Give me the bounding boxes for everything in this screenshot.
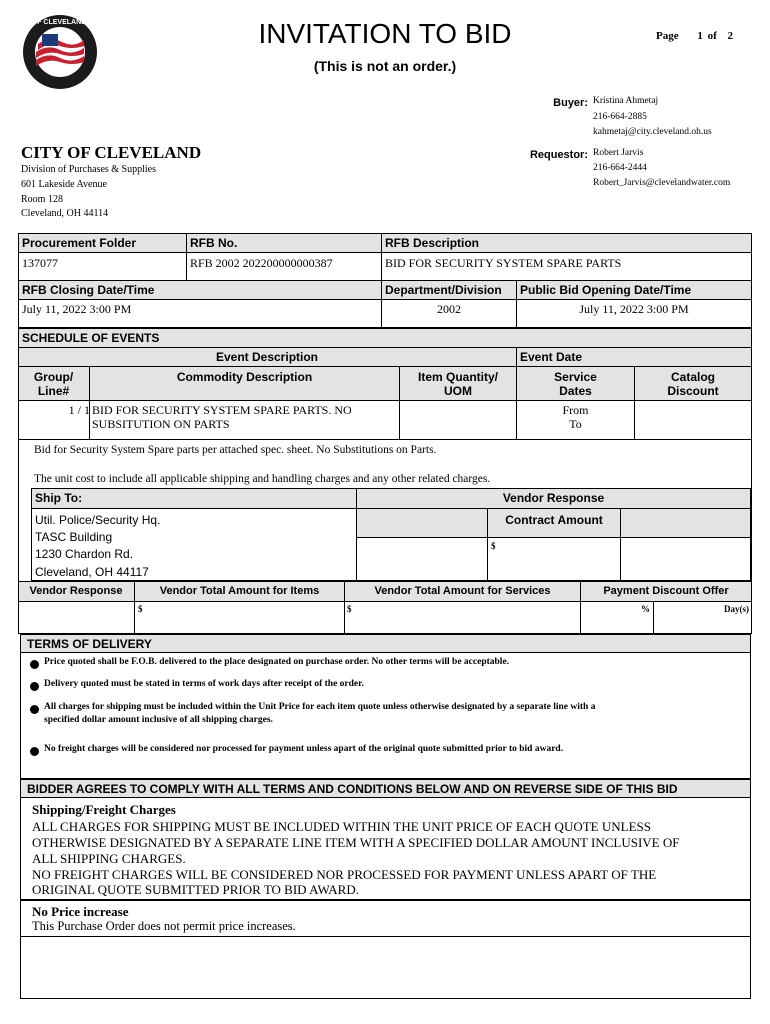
bid-note-2: The unit cost to include all applicable shipping and handling charges and any other related charges. — [34, 473, 491, 485]
services-total-input[interactable] — [345, 602, 580, 633]
org-city: Cleveland, OH 44114 — [21, 208, 109, 219]
days-label: Day(s) — [724, 604, 749, 614]
discount-percent-input[interactable] — [581, 602, 653, 633]
bullet-icon — [30, 747, 39, 756]
page-number: 1 — [697, 30, 703, 42]
event-date-label: Event Date — [520, 350, 583, 364]
page-title: INVITATION TO BID — [258, 18, 512, 49]
rfb-closing-value: July 11, 2022 3:00 PM — [22, 302, 132, 316]
line-description: BID FOR SECURITY SYSTEM SPARE PARTS. NO SUBSITUTION ON PARTS — [92, 403, 352, 431]
department-value: 2002 — [437, 302, 461, 316]
bid-note-1: Bid for Security System Spare parts per attached spec. sheet. No Substitutions on Parts. — [34, 444, 437, 456]
shipping-title: Shipping/Freight Charges — [32, 802, 176, 817]
shipping-line-3: ALL SHIPPING CHARGES. — [32, 851, 186, 866]
discount-days-input[interactable] — [654, 602, 751, 633]
rfb-number-value: RFB 2002 202200000000387 — [190, 256, 333, 270]
ship-to-label: Ship To: — [35, 491, 83, 505]
org-division: Division of Purchases & Supplies — [21, 164, 156, 175]
ship-to-line-4: Cleveland, OH 44117 — [35, 565, 149, 579]
bid-opening-label: Public Bid Opening Date/Time — [520, 283, 692, 297]
service-to: To — [569, 417, 582, 431]
city-seal-logo — [13, 14, 107, 90]
price-title: No Price increase — [32, 904, 129, 919]
dollar-sign: $ — [491, 541, 496, 551]
rfb-description-label: RFB Description — [385, 236, 480, 250]
org-room: Room 128 — [21, 194, 63, 205]
shipping-line-5: ORIGINAL QUOTE SUBMITTED PRIOR TO BID AWARD. — [32, 882, 359, 897]
buyer-name: Kristina Ahmetaj — [593, 96, 659, 106]
bullet-icon — [30, 682, 39, 691]
ship-to-line-1: Util. Police/Security Hq. — [35, 513, 161, 527]
terms-heading: TERMS OF DELIVERY — [27, 637, 152, 651]
page-total: 2 — [727, 30, 734, 42]
items-dollar-sign: $ — [138, 604, 143, 614]
procurement-folder-label: Procurement Folder — [22, 236, 137, 250]
requestor-name: Robert Jarvis — [593, 148, 644, 158]
items-total-label: Vendor Total Amount for Items — [159, 585, 320, 597]
contract-amount-input[interactable] — [488, 538, 620, 580]
services-dollar-sign: $ — [347, 604, 352, 614]
vendor-response-input[interactable] — [19, 602, 134, 633]
rfb-number-label: RFB No. — [190, 236, 238, 250]
department-label: Department/Division — [385, 283, 502, 297]
requestor-label: Requestor: — [529, 149, 588, 161]
requestor-email[interactable]: Robert_Jarvis@clevelandwater.com — [593, 178, 731, 188]
page-counter — [656, 30, 733, 42]
schedule-heading: SCHEDULE OF EVENTS — [22, 331, 160, 345]
rfb-closing-label: RFB Closing Date/Time — [22, 283, 155, 297]
price-line: This Purchase Order does not permit price increases. — [32, 919, 296, 933]
catalog-discount-label: Catalog Discount — [667, 370, 719, 398]
shipping-line-4: NO FREIGHT CHARGES WILL BE CONSIDERED NOR PROCESSED FOR PAYMENT UNLESS APART OF THE — [32, 867, 657, 882]
svg-text:CITY OF CLEVELAND OHIO: CITY OF CLEVELAND OHIO — [13, 19, 107, 26]
ship-to-line-2: TASC Building — [35, 530, 113, 544]
requestor-phone: 216-664-2444 — [593, 163, 647, 173]
org-street: 601 Lakeside Avenue — [21, 179, 107, 190]
group-line-label: Group/ Line# — [33, 370, 74, 398]
seal-icon — [13, 14, 107, 90]
bullet-icon — [30, 660, 39, 669]
service-dates-label: Service Dates — [554, 370, 597, 398]
items-total-input[interactable] — [135, 602, 344, 633]
buyer-email[interactable]: kahmetaj@city.cleveland.oh.us — [593, 127, 712, 137]
totals-vendor-response-label: Vendor Response — [29, 585, 123, 597]
bullet-icon — [30, 705, 39, 714]
event-description-label: Event Description — [215, 350, 319, 364]
shipping-line-2: OTHERWISE DESIGNATED BY A SEPARATE LINE ITEM WITH A SPECIFIED DOLLAR AMOUNT INCLUSIVE OF — [32, 835, 680, 850]
commodity-description-label: Commodity Description — [176, 370, 313, 384]
agreement-heading: BIDDER AGREES TO COMPLY WITH ALL TERMS AND CONDITIONS BELOW AND ON REVERSE SIDE OF THIS BID — [27, 782, 678, 796]
contract-amount-label: Contract Amount — [505, 513, 603, 527]
price-box — [20, 900, 751, 999]
ship-to-line-3: 1230 Chardon Rd. — [35, 547, 134, 561]
bid-opening-value: July 11, 2022 3:00 PM — [579, 302, 689, 316]
payment-discount-label: Payment Discount Offer — [603, 585, 729, 597]
service-from: From — [562, 403, 589, 417]
page-label: Page — [656, 30, 679, 42]
services-total-label: Vendor Total Amount for Services — [374, 585, 551, 597]
vendor-response-label: Vendor Response — [502, 491, 605, 505]
item-quantity-label: Item Quantity/ UOM — [417, 370, 498, 398]
procurement-folder-value: 137077 — [22, 256, 58, 270]
page-subtitle: (This is not an order.) — [313, 58, 457, 74]
line-group: 1 / 1 — [68, 403, 90, 417]
buyer-label: Buyer: — [553, 97, 588, 109]
percent-sign: % — [641, 604, 650, 614]
rfb-description-value: BID FOR SECURITY SYSTEM SPARE PARTS — [385, 256, 622, 270]
buyer-phone: 216-664-2885 — [593, 112, 647, 122]
page-of: of — [707, 30, 717, 42]
org-name: CITY OF CLEVELAND — [21, 143, 202, 162]
shipping-line-1: ALL CHARGES FOR SHIPPING MUST BE INCLUDED WITHIN THE UNIT PRICE OF EACH QUOTE UNLESS — [32, 819, 651, 834]
